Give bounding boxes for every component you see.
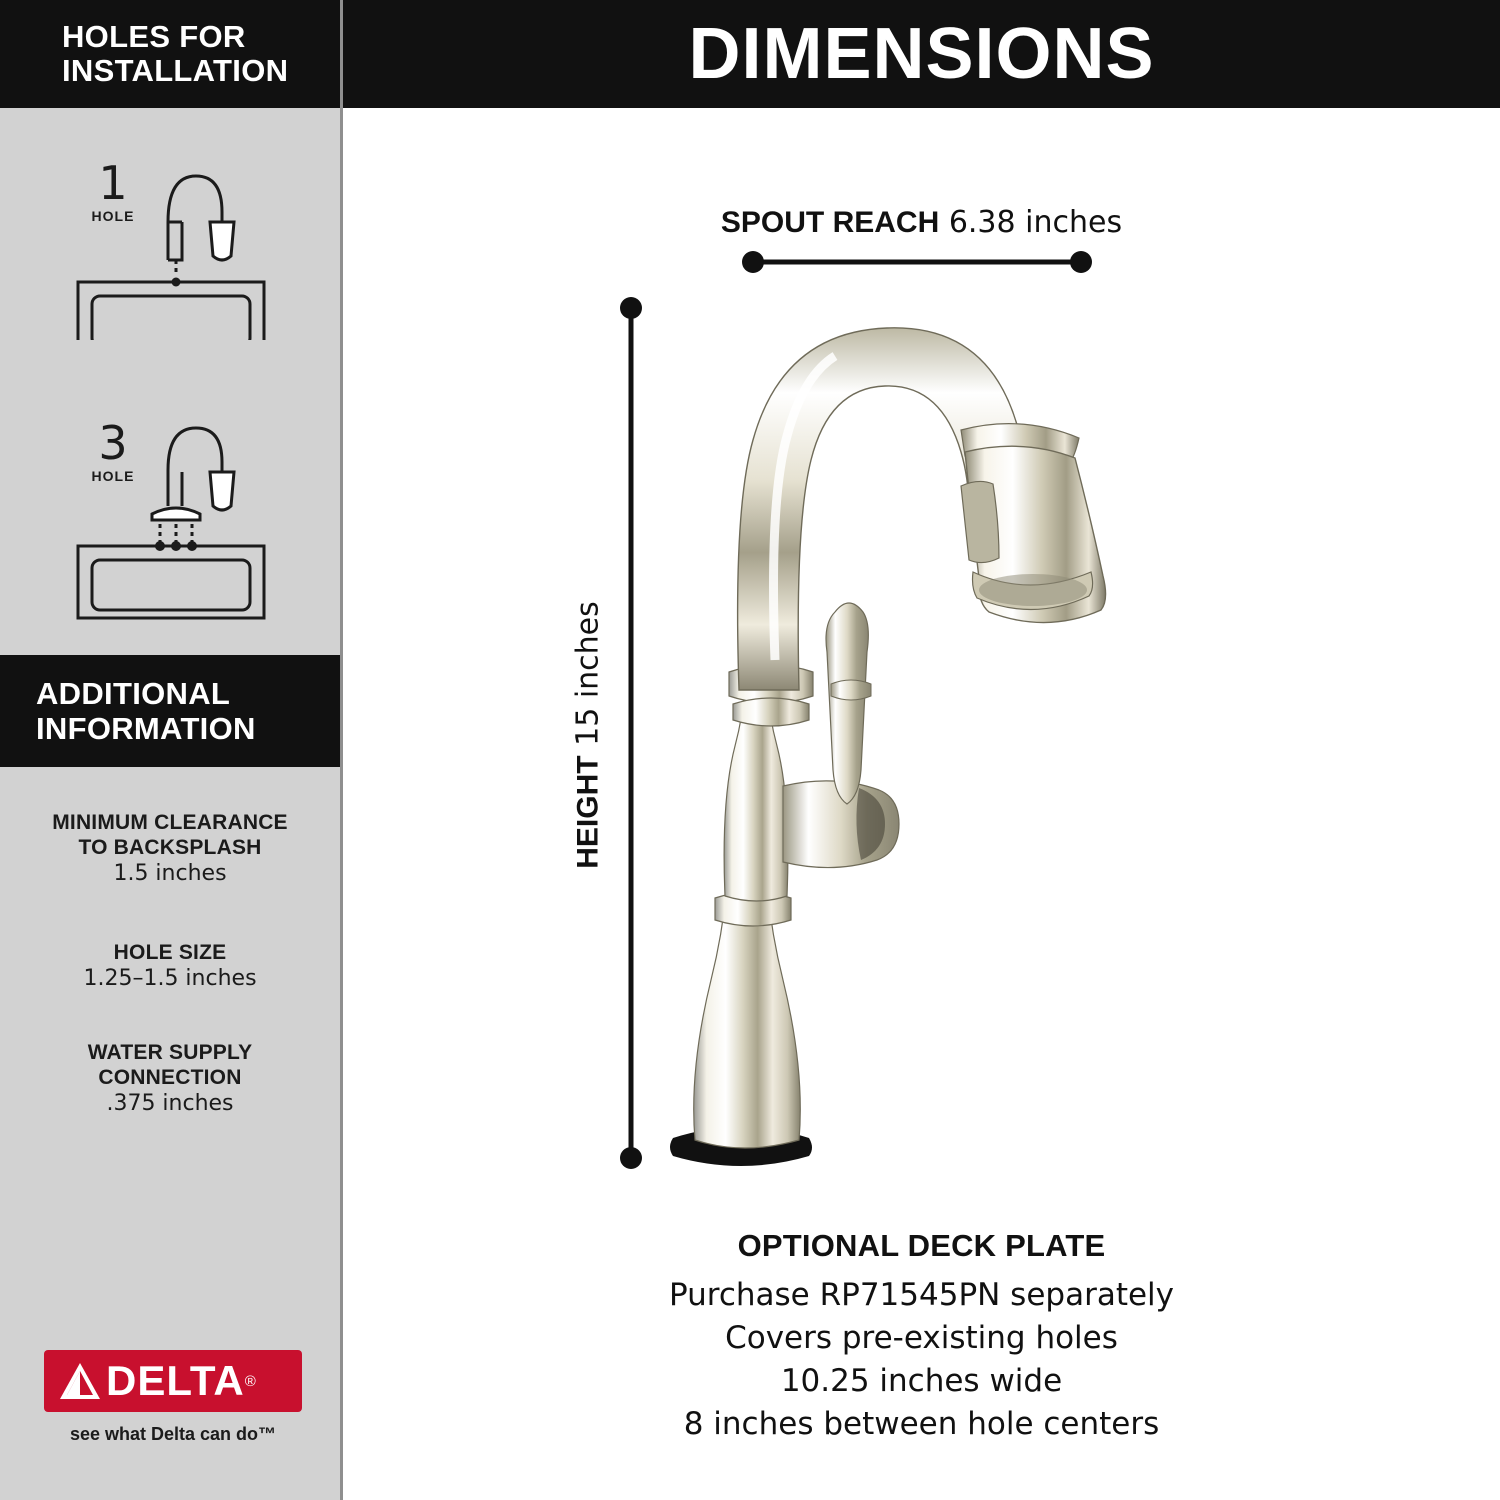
sidebar-header-holes-line1: HOLES FOR: [62, 19, 246, 54]
hole-option-1-label: [78, 156, 148, 224]
hole-option-1: [0, 156, 340, 340]
deck-plate-line-2: Covers pre-existing holes: [725, 1320, 1118, 1356]
faucet-collar-2: [733, 698, 809, 726]
faucet-illustration: [670, 328, 1106, 1166]
delta-logo-registered: ®: [244, 1372, 256, 1390]
page-title: DIMENSIONS: [688, 14, 1155, 94]
info-min-clearance-value: 1.5 inches: [113, 861, 227, 886]
sidebar-header-holes-line2: INSTALLATION: [62, 53, 289, 88]
deck-plate-line-1: Purchase RP71545PN separately: [668, 1277, 1175, 1313]
sidebar: [0, 0, 340, 1500]
info-min-clearance-title-2: TO BACKSPLASH: [78, 836, 262, 859]
height-dim-top-dot: [620, 297, 642, 319]
deck-plate-note: [343, 1228, 1500, 1446]
sidebar-header-info-line2: INFORMATION: [36, 711, 256, 746]
info-hole-size-value: 1.25–1.5 inches: [83, 966, 257, 991]
spout-reach-label-text: SPOUT REACH: [720, 206, 940, 239]
height-value: 15 inches: [570, 601, 606, 746]
one-hole-diagram-icon: [0, 156, 340, 340]
main-panel: [343, 0, 1500, 1500]
delta-logo: [44, 1350, 302, 1445]
sidebar-header-holes: [0, 0, 340, 108]
deck-plate-line-4: 8 inches between hole centers: [683, 1406, 1160, 1442]
delta-logo-tagline: see what Delta can do™: [69, 1424, 277, 1444]
info-water-supply-title-2: CONNECTION: [98, 1066, 242, 1089]
sidebar-header-info-line1: ADDITIONAL: [36, 676, 231, 711]
hole-option-1-count: 1: [98, 156, 128, 210]
spout-dim-right-dot: [1070, 251, 1092, 273]
sprayhead-button: [961, 481, 999, 562]
faucet-dimension-drawing: [343, 0, 1500, 1250]
info-hole-size-title: HOLE SIZE: [113, 941, 227, 964]
three-hole-diagram-icon: [0, 416, 340, 620]
faucet-handle: [826, 603, 868, 804]
info-min-clearance: [0, 810, 340, 888]
hole-option-3-label: [78, 416, 148, 484]
hole-option-3-count: 3: [98, 416, 128, 470]
sidebar-header-info: [0, 655, 340, 767]
info-water-supply-value: .375 inches: [106, 1091, 234, 1116]
info-water-supply-title-1: WATER SUPPLY: [87, 1041, 253, 1064]
deck-plate-line-3: 10.25 inches wide: [780, 1363, 1063, 1399]
delta-triangle-icon: [54, 1355, 106, 1407]
info-min-clearance-title-1: MINIMUM CLEARANCE: [52, 811, 288, 834]
delta-logo-box: [44, 1350, 302, 1412]
delta-logo-text: DELTA: [106, 1357, 245, 1404]
height-dim-bottom-dot: [620, 1147, 642, 1169]
info-hole-size: [0, 940, 340, 993]
hole-option-3: [0, 416, 340, 620]
hole-option-1-word: HOLE: [91, 208, 135, 224]
faucet-handle-ring: [831, 680, 871, 700]
deck-plate-title: OPTIONAL DECK PLATE: [737, 1228, 1106, 1263]
hole-option-3-word: HOLE: [91, 468, 135, 484]
spout-reach-value: 6.38 inches: [948, 205, 1123, 240]
sprayhead-face-inner: [979, 574, 1087, 606]
height-label-text: HEIGHT: [571, 755, 605, 869]
info-water-supply: [0, 1040, 340, 1118]
spout-dim-left-dot: [742, 251, 764, 273]
